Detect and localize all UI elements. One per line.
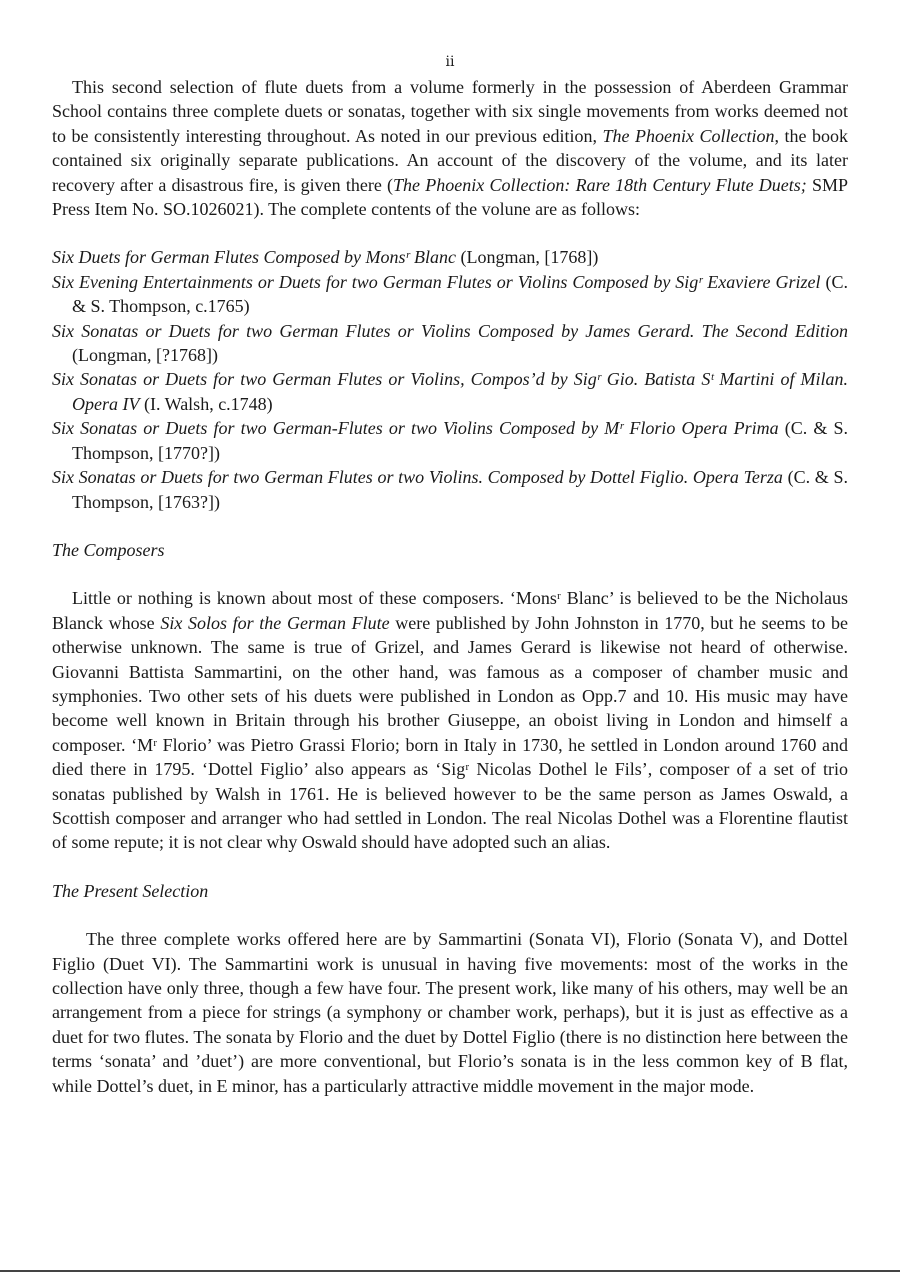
contents-entry	[52, 465, 848, 514]
entry-publisher: (C. & S. Thompson, [1763?])	[72, 467, 848, 512]
intro-text-3: SMP Press Item No. SO.1026021). The complete contents of the volune are as follows:	[52, 174, 849, 220]
entry-title: Six Duets for German Flutes Composed by Monsʳ Blanc	[52, 247, 456, 268]
entry-publisher: (I. Walsh, c.1748)	[139, 393, 273, 414]
intro-title-2: The Phoenix Collection: Rare 18th Century Flute Duets;	[393, 174, 807, 195]
entry-publisher: (C. & S. Thompson, [1770?])	[72, 418, 848, 463]
contents-list	[52, 245, 848, 513]
intro-text-2: , the book contained six originally separate publications. An account of the discovery of the volume, and its later recovery after a disastrous fire, is given there (	[52, 125, 849, 195]
section-heading-composers: The Composers	[52, 539, 165, 560]
entry-title: Six Evening Entertainments or Duets for two German Flutes or Violins Composed by Sigʳ Exaviere Grizel	[52, 271, 821, 292]
entry-title: Six Sonatas or Duets for two German Flutes or two Violins. Composed by Dottel Figlio. Opera Terza	[52, 467, 783, 488]
contents-entry	[52, 270, 848, 319]
intro-text-1: This second selection of flute duets from a volume formerly in the possession of Aberdeen Grammar School contains three complete duets or sonatas, together with six single movements from works deemed not to be consistently interesting throughout. As noted in our previous edition,	[52, 77, 848, 146]
section-heading-selection: The Present Selection	[52, 880, 209, 901]
document-body	[52, 75, 848, 1098]
contents-entry	[52, 319, 848, 368]
page-number: ii	[445, 54, 455, 70]
entry-title: Six Sonatas or Duets for two German Flutes or Violins Composed by James Gerard. The Second Edition	[52, 320, 848, 341]
composers-text-1: Little or nothing is known about most of these composers. ‘Monsʳ Blanc’ is believed to be the Nicholaus Blanck whose	[52, 588, 848, 633]
composers-title: Six Solos for the German Flute	[160, 612, 390, 633]
intro-title-1: The Phoenix Collection	[602, 125, 775, 146]
entry-title: Six Sonatas or Duets for two German Flutes or Violins, Compos’d by Sigʳ Gio. Batista Sᵗ Martini of Milan. Opera IV	[52, 369, 848, 414]
composers-text-2: were published by John Johnston in 1770, but he seems to be otherwise unknown. The same is true of Grizel, and James Gerard is likewise not heard of otherwise. Giovanni Battista Sammartini, on the other hand, was famous as a composer of chamber music and symphonies. Two other sets of his duets were published in London as Opp.7 and 10. His music may have become well known in Britain through his brother Giuseppe, an oboist living in London and himself a composer. ‘Mʳ Florio’ was Pietro Grassi Florio; born in Italy in 1730, he settled in London around 1760 and died there in 1795. ‘Dottel Figlio’ also appears as ‘Sigʳ Nicolas Dothel le Fils’, composer of a set of trio sonatas published by Walsh in 1761. He is believed however to be the same person as James Oswald, a Scottish composer and arranger who had settled in London. The real Nicolas Dothel was a Florentine flautist of some repute; it is not clear why Oswald should have adopted such an alias.	[52, 612, 848, 853]
contents-entry	[52, 416, 848, 465]
entry-publisher: (C. & S. Thompson, c.1765)	[72, 271, 848, 317]
intro-paragraph	[52, 75, 848, 221]
entry-title: Six Sonatas or Duets for two German-Flutes or two Violins Composed by Mʳ Florio Opera Prima	[52, 418, 779, 439]
composers-paragraph	[52, 586, 848, 854]
entry-publisher: (Longman, [?1768])	[72, 345, 218, 366]
selection-paragraph: The three complete works offered here are by Sammartini (Sonata VI), Florio (Sonata V), and Dottel Figlio (Duet VI). The Sammartini work is unusual in having five movements: most of the works in the collection have only three, though a few have four. The present work, like many of his others, may well be an arrangement from a piece for strings (a symphony or chamber work, perhaps), but it is just as effective as a duet for two flutes. The sonata by Florio and the duet by Dottel Figlio (there is no distinction here between the terms ‘sonata’ and ’duet’) are more conventional, but Florio’s sonata is in the less common key of B flat, while Dottel’s duet, in E minor, has a particularly attractive middle movement in the major mode.	[52, 929, 848, 1096]
contents-entry	[52, 367, 848, 416]
entry-publisher: (Longman, [1768])	[455, 247, 599, 268]
contents-entry	[52, 245, 848, 269]
